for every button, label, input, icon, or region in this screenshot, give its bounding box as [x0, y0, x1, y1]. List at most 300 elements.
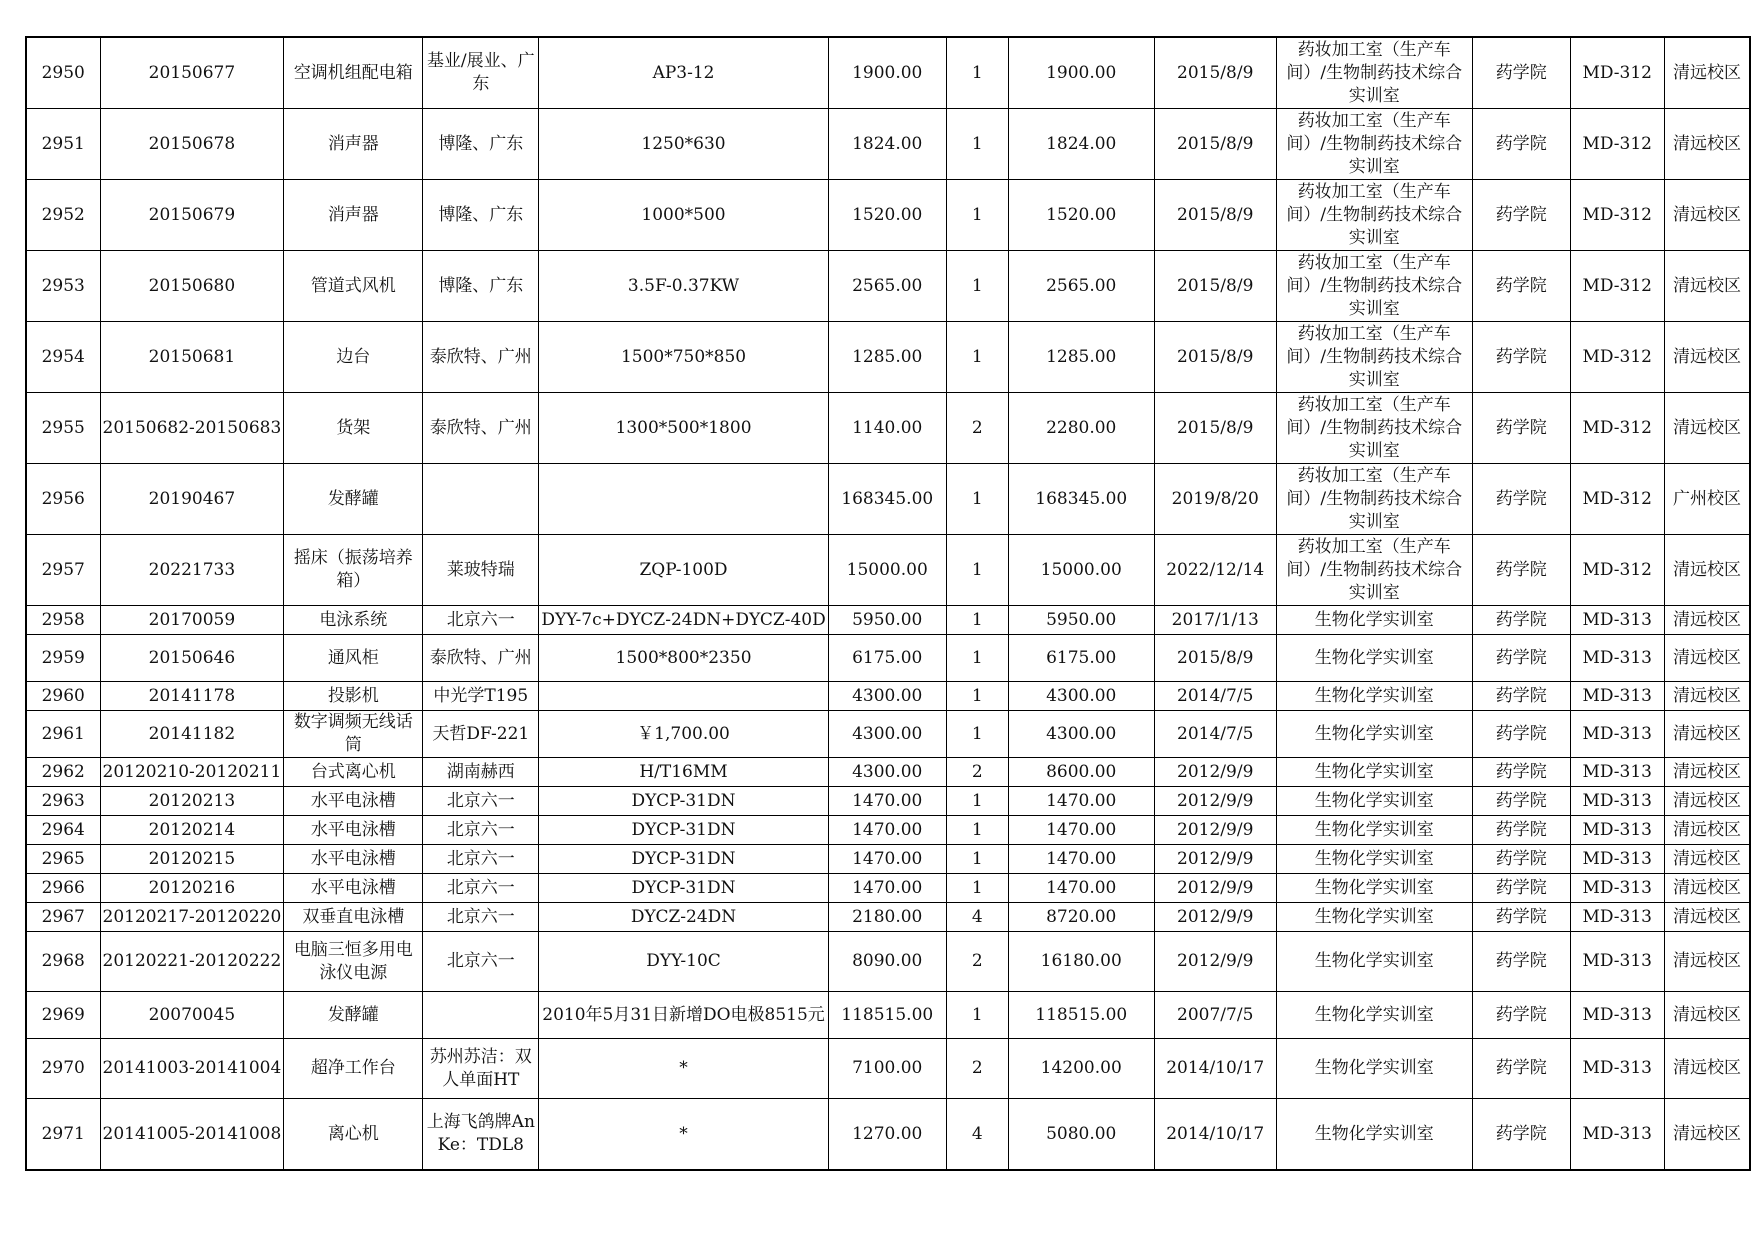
- unit-price-cell: 5950.00: [828, 606, 946, 635]
- campus-cell: 清远校区: [1664, 1099, 1750, 1171]
- item-name-cell: 水平电泳槽: [284, 787, 423, 816]
- department-cell: 药学院: [1472, 711, 1570, 758]
- table-row: [26, 816, 1750, 845]
- room-code-cell: MD-313: [1570, 1099, 1664, 1171]
- room-code-cell: MD-312: [1570, 393, 1664, 464]
- total-amount-cell: 168345.00: [1008, 464, 1154, 535]
- model-spec-cell: DYY-7c+DYCZ-24DN+DYCZ-40D: [539, 606, 828, 635]
- room-code-cell: MD-312: [1570, 109, 1664, 180]
- unit-price-cell: 1140.00: [828, 393, 946, 464]
- lab-room-cell: 生物化学实训室: [1276, 635, 1472, 682]
- department-cell: 药学院: [1472, 874, 1570, 903]
- department-cell: 药学院: [1472, 1099, 1570, 1171]
- unit-price-cell: 1900.00: [828, 37, 946, 109]
- row-number-cell: 2951: [26, 109, 100, 180]
- item-name-cell: 水平电泳槽: [284, 874, 423, 903]
- model-spec-cell: 1250*630: [539, 109, 828, 180]
- row-number-cell: 2955: [26, 393, 100, 464]
- unit-price-cell: 15000.00: [828, 535, 946, 606]
- brand-origin-cell: 莱玻特瑞: [423, 535, 539, 606]
- model-spec-cell: 1000*500: [539, 180, 828, 251]
- row-number-cell: 2971: [26, 1099, 100, 1171]
- quantity-cell: 1: [946, 816, 1008, 845]
- campus-cell: 广州校区: [1664, 464, 1750, 535]
- row-number-cell: 2952: [26, 180, 100, 251]
- quantity-cell: 1: [946, 682, 1008, 711]
- department-cell: 药学院: [1472, 37, 1570, 109]
- model-spec-cell: 1500*750*850: [539, 322, 828, 393]
- item-name-cell: 管道式风机: [284, 251, 423, 322]
- department-cell: 药学院: [1472, 251, 1570, 322]
- room-code-cell: MD-312: [1570, 251, 1664, 322]
- quantity-cell: 2: [946, 758, 1008, 787]
- quantity-cell: 1: [946, 874, 1008, 903]
- campus-cell: 清远校区: [1664, 845, 1750, 874]
- lab-room-cell: 药妆加工室（生产车间）/生物制药技术综合实训室: [1276, 393, 1472, 464]
- unit-price-cell: 2180.00: [828, 903, 946, 932]
- row-number-cell: 2960: [26, 682, 100, 711]
- row-number-cell: 2964: [26, 816, 100, 845]
- quantity-cell: 2: [946, 393, 1008, 464]
- asset-id-cell: 20141005-20141008: [100, 1099, 284, 1171]
- lab-room-cell: 生物化学实训室: [1276, 932, 1472, 992]
- asset-id-cell: 20150681: [100, 322, 284, 393]
- brand-origin-cell: 基业/展业、广东: [423, 37, 539, 109]
- purchase-date-cell: 2012/9/9: [1154, 787, 1276, 816]
- lab-room-cell: 药妆加工室（生产车间）/生物制药技术综合实训室: [1276, 180, 1472, 251]
- asset-id-cell: 20190467: [100, 464, 284, 535]
- purchase-date-cell: 2015/8/9: [1154, 37, 1276, 109]
- item-name-cell: 发酵罐: [284, 464, 423, 535]
- room-code-cell: MD-313: [1570, 606, 1664, 635]
- total-amount-cell: 1470.00: [1008, 874, 1154, 903]
- model-spec-cell: AP3-12: [539, 37, 828, 109]
- table-row: [26, 932, 1750, 992]
- quantity-cell: 1: [946, 37, 1008, 109]
- item-name-cell: 通风柜: [284, 635, 423, 682]
- department-cell: 药学院: [1472, 903, 1570, 932]
- purchase-date-cell: 2012/9/9: [1154, 932, 1276, 992]
- item-name-cell: 数字调频无线话筒: [284, 711, 423, 758]
- item-name-cell: 超净工作台: [284, 1039, 423, 1099]
- quantity-cell: 1: [946, 992, 1008, 1039]
- total-amount-cell: 1470.00: [1008, 845, 1154, 874]
- item-name-cell: 摇床（振荡培养箱）: [284, 535, 423, 606]
- quantity-cell: 4: [946, 903, 1008, 932]
- total-amount-cell: 6175.00: [1008, 635, 1154, 682]
- unit-price-cell: 1470.00: [828, 845, 946, 874]
- lab-room-cell: 药妆加工室（生产车间）/生物制药技术综合实训室: [1276, 535, 1472, 606]
- lab-room-cell: 生物化学实训室: [1276, 816, 1472, 845]
- item-name-cell: 发酵罐: [284, 992, 423, 1039]
- lab-room-cell: 生物化学实训室: [1276, 682, 1472, 711]
- purchase-date-cell: 2012/9/9: [1154, 816, 1276, 845]
- row-number-cell: 2958: [26, 606, 100, 635]
- department-cell: 药学院: [1472, 845, 1570, 874]
- quantity-cell: 1: [946, 109, 1008, 180]
- equipment-table: [25, 36, 1751, 1171]
- quantity-cell: 1: [946, 606, 1008, 635]
- asset-id-cell: 20150679: [100, 180, 284, 251]
- brand-origin-cell: 北京六一: [423, 787, 539, 816]
- purchase-date-cell: 2019/8/20: [1154, 464, 1276, 535]
- unit-price-cell: 118515.00: [828, 992, 946, 1039]
- item-name-cell: 离心机: [284, 1099, 423, 1171]
- row-number-cell: 2961: [26, 711, 100, 758]
- brand-origin-cell: [423, 992, 539, 1039]
- row-number-cell: 2966: [26, 874, 100, 903]
- purchase-date-cell: 2015/8/9: [1154, 393, 1276, 464]
- room-code-cell: MD-313: [1570, 787, 1664, 816]
- total-amount-cell: 16180.00: [1008, 932, 1154, 992]
- total-amount-cell: 1285.00: [1008, 322, 1154, 393]
- campus-cell: 清远校区: [1664, 251, 1750, 322]
- row-number-cell: 2965: [26, 845, 100, 874]
- purchase-date-cell: 2012/9/9: [1154, 874, 1276, 903]
- item-name-cell: 空调机组配电箱: [284, 37, 423, 109]
- item-name-cell: 水平电泳槽: [284, 816, 423, 845]
- model-spec-cell: [539, 682, 828, 711]
- model-spec-cell: H/T16MM: [539, 758, 828, 787]
- room-code-cell: MD-313: [1570, 874, 1664, 903]
- table-row: [26, 711, 1750, 758]
- item-name-cell: 台式离心机: [284, 758, 423, 787]
- quantity-cell: 1: [946, 251, 1008, 322]
- brand-origin-cell: 博隆、广东: [423, 109, 539, 180]
- campus-cell: 清远校区: [1664, 711, 1750, 758]
- purchase-date-cell: 2022/12/14: [1154, 535, 1276, 606]
- total-amount-cell: 5080.00: [1008, 1099, 1154, 1171]
- unit-price-cell: 1824.00: [828, 109, 946, 180]
- item-name-cell: 投影机: [284, 682, 423, 711]
- asset-id-cell: 20150646: [100, 635, 284, 682]
- asset-id-cell: 20170059: [100, 606, 284, 635]
- table-body: [26, 37, 1750, 1170]
- row-number-cell: 2968: [26, 932, 100, 992]
- lab-room-cell: 生物化学实训室: [1276, 758, 1472, 787]
- lab-room-cell: 药妆加工室（生产车间）/生物制药技术综合实训室: [1276, 109, 1472, 180]
- unit-price-cell: 4300.00: [828, 711, 946, 758]
- department-cell: 药学院: [1472, 635, 1570, 682]
- lab-room-cell: 生物化学实训室: [1276, 903, 1472, 932]
- total-amount-cell: 2280.00: [1008, 393, 1154, 464]
- brand-origin-cell: 上海飞鸽牌AnKe：TDL8: [423, 1099, 539, 1171]
- purchase-date-cell: 2015/8/9: [1154, 109, 1276, 180]
- campus-cell: 清远校区: [1664, 682, 1750, 711]
- table-row: [26, 903, 1750, 932]
- department-cell: 药学院: [1472, 464, 1570, 535]
- department-cell: 药学院: [1472, 393, 1570, 464]
- row-number-cell: 2956: [26, 464, 100, 535]
- brand-origin-cell: 天哲DF-221: [423, 711, 539, 758]
- item-name-cell: 电脑三恒多用电泳仪电源: [284, 932, 423, 992]
- asset-id-cell: 20120216: [100, 874, 284, 903]
- lab-room-cell: 生物化学实训室: [1276, 845, 1472, 874]
- department-cell: 药学院: [1472, 535, 1570, 606]
- row-number-cell: 2969: [26, 992, 100, 1039]
- quantity-cell: 2: [946, 1039, 1008, 1099]
- total-amount-cell: 4300.00: [1008, 711, 1154, 758]
- model-spec-cell: DYCZ-24DN: [539, 903, 828, 932]
- department-cell: 药学院: [1472, 787, 1570, 816]
- department-cell: 药学院: [1472, 682, 1570, 711]
- table-row: [26, 1099, 1750, 1171]
- purchase-date-cell: 2015/8/9: [1154, 322, 1276, 393]
- model-spec-cell: ZQP-100D: [539, 535, 828, 606]
- item-name-cell: 边台: [284, 322, 423, 393]
- model-spec-cell: DYCP-31DN: [539, 874, 828, 903]
- asset-id-cell: 20070045: [100, 992, 284, 1039]
- total-amount-cell: 5950.00: [1008, 606, 1154, 635]
- room-code-cell: MD-313: [1570, 903, 1664, 932]
- campus-cell: 清远校区: [1664, 606, 1750, 635]
- unit-price-cell: 1470.00: [828, 874, 946, 903]
- total-amount-cell: 118515.00: [1008, 992, 1154, 1039]
- table-row: [26, 251, 1750, 322]
- model-spec-cell: ￥1,700.00: [539, 711, 828, 758]
- total-amount-cell: 1470.00: [1008, 787, 1154, 816]
- table-row: [26, 606, 1750, 635]
- table-row: [26, 845, 1750, 874]
- department-cell: 药学院: [1472, 180, 1570, 251]
- brand-origin-cell: 北京六一: [423, 816, 539, 845]
- table-row: [26, 787, 1750, 816]
- lab-room-cell: 药妆加工室（生产车间）/生物制药技术综合实训室: [1276, 251, 1472, 322]
- purchase-date-cell: 2015/8/9: [1154, 635, 1276, 682]
- model-spec-cell: *: [539, 1099, 828, 1171]
- brand-origin-cell: 苏州苏洁：双人单面HT: [423, 1039, 539, 1099]
- asset-id-cell: 20150678: [100, 109, 284, 180]
- department-cell: 药学院: [1472, 606, 1570, 635]
- item-name-cell: 消声器: [284, 109, 423, 180]
- campus-cell: 清远校区: [1664, 758, 1750, 787]
- department-cell: 药学院: [1472, 109, 1570, 180]
- room-code-cell: MD-313: [1570, 682, 1664, 711]
- unit-price-cell: 2565.00: [828, 251, 946, 322]
- lab-room-cell: 药妆加工室（生产车间）/生物制药技术综合实训室: [1276, 322, 1472, 393]
- campus-cell: 清远校区: [1664, 903, 1750, 932]
- quantity-cell: 1: [946, 464, 1008, 535]
- purchase-date-cell: 2012/9/9: [1154, 845, 1276, 874]
- table-row: [26, 109, 1750, 180]
- quantity-cell: 1: [946, 845, 1008, 874]
- department-cell: 药学院: [1472, 992, 1570, 1039]
- room-code-cell: MD-313: [1570, 1039, 1664, 1099]
- unit-price-cell: 1285.00: [828, 322, 946, 393]
- purchase-date-cell: 2007/7/5: [1154, 992, 1276, 1039]
- total-amount-cell: 1900.00: [1008, 37, 1154, 109]
- room-code-cell: MD-312: [1570, 322, 1664, 393]
- item-name-cell: 双垂直电泳槽: [284, 903, 423, 932]
- lab-room-cell: 生物化学实训室: [1276, 1039, 1472, 1099]
- model-spec-cell: DYY-10C: [539, 932, 828, 992]
- total-amount-cell: 4300.00: [1008, 682, 1154, 711]
- item-name-cell: 货架: [284, 393, 423, 464]
- brand-origin-cell: 泰欣特、广州: [423, 393, 539, 464]
- department-cell: 药学院: [1472, 932, 1570, 992]
- brand-origin-cell: [423, 464, 539, 535]
- lab-room-cell: 生物化学实训室: [1276, 1099, 1472, 1171]
- total-amount-cell: 8600.00: [1008, 758, 1154, 787]
- department-cell: 药学院: [1472, 1039, 1570, 1099]
- table-row: [26, 874, 1750, 903]
- table-row: [26, 322, 1750, 393]
- purchase-date-cell: 2014/10/17: [1154, 1099, 1276, 1171]
- department-cell: 药学院: [1472, 816, 1570, 845]
- lab-room-cell: 生物化学实训室: [1276, 787, 1472, 816]
- quantity-cell: 1: [946, 787, 1008, 816]
- asset-id-cell: 20120214: [100, 816, 284, 845]
- lab-room-cell: 药妆加工室（生产车间）/生物制药技术综合实训室: [1276, 37, 1472, 109]
- asset-id-cell: 20150680: [100, 251, 284, 322]
- lab-room-cell: 生物化学实训室: [1276, 992, 1472, 1039]
- lab-room-cell: 生物化学实训室: [1276, 711, 1472, 758]
- total-amount-cell: 14200.00: [1008, 1039, 1154, 1099]
- room-code-cell: MD-313: [1570, 932, 1664, 992]
- row-number-cell: 2953: [26, 251, 100, 322]
- model-spec-cell: 2010年5月31日新增DO电极8515元: [539, 992, 828, 1039]
- brand-origin-cell: 博隆、广东: [423, 180, 539, 251]
- unit-price-cell: 8090.00: [828, 932, 946, 992]
- purchase-date-cell: 2014/10/17: [1154, 1039, 1276, 1099]
- table-row: [26, 535, 1750, 606]
- unit-price-cell: 168345.00: [828, 464, 946, 535]
- model-spec-cell: *: [539, 1039, 828, 1099]
- table-row: [26, 464, 1750, 535]
- total-amount-cell: 2565.00: [1008, 251, 1154, 322]
- brand-origin-cell: 湖南赫西: [423, 758, 539, 787]
- asset-id-cell: 20141182: [100, 711, 284, 758]
- row-number-cell: 2967: [26, 903, 100, 932]
- campus-cell: 清远校区: [1664, 992, 1750, 1039]
- campus-cell: 清远校区: [1664, 1039, 1750, 1099]
- total-amount-cell: 1824.00: [1008, 109, 1154, 180]
- quantity-cell: 1: [946, 711, 1008, 758]
- row-number-cell: 2957: [26, 535, 100, 606]
- item-name-cell: 消声器: [284, 180, 423, 251]
- total-amount-cell: 1470.00: [1008, 816, 1154, 845]
- brand-origin-cell: 北京六一: [423, 874, 539, 903]
- campus-cell: 清远校区: [1664, 874, 1750, 903]
- row-number-cell: 2950: [26, 37, 100, 109]
- campus-cell: 清远校区: [1664, 180, 1750, 251]
- campus-cell: 清远校区: [1664, 816, 1750, 845]
- unit-price-cell: 1470.00: [828, 816, 946, 845]
- room-code-cell: MD-313: [1570, 758, 1664, 787]
- room-code-cell: MD-313: [1570, 711, 1664, 758]
- model-spec-cell: 3.5F-0.37KW: [539, 251, 828, 322]
- department-cell: 药学院: [1472, 758, 1570, 787]
- room-code-cell: MD-313: [1570, 816, 1664, 845]
- unit-price-cell: 1520.00: [828, 180, 946, 251]
- room-code-cell: MD-312: [1570, 535, 1664, 606]
- unit-price-cell: 1470.00: [828, 787, 946, 816]
- asset-id-cell: 20221733: [100, 535, 284, 606]
- brand-origin-cell: 中光学T195: [423, 682, 539, 711]
- row-number-cell: 2959: [26, 635, 100, 682]
- asset-id-cell: 20141178: [100, 682, 284, 711]
- lab-room-cell: 药妆加工室（生产车间）/生物制药技术综合实训室: [1276, 464, 1472, 535]
- brand-origin-cell: 北京六一: [423, 903, 539, 932]
- room-code-cell: MD-313: [1570, 845, 1664, 874]
- model-spec-cell: 1300*500*1800: [539, 393, 828, 464]
- item-name-cell: 水平电泳槽: [284, 845, 423, 874]
- campus-cell: 清远校区: [1664, 787, 1750, 816]
- quantity-cell: 4: [946, 1099, 1008, 1171]
- table-row: [26, 682, 1750, 711]
- asset-id-cell: 20120221-20120222: [100, 932, 284, 992]
- table-row: [26, 992, 1750, 1039]
- unit-price-cell: 1270.00: [828, 1099, 946, 1171]
- quantity-cell: 2: [946, 932, 1008, 992]
- purchase-date-cell: 2015/8/9: [1154, 251, 1276, 322]
- row-number-cell: 2954: [26, 322, 100, 393]
- asset-id-cell: 20150677: [100, 37, 284, 109]
- unit-price-cell: 6175.00: [828, 635, 946, 682]
- purchase-date-cell: 2014/7/5: [1154, 682, 1276, 711]
- table-row: [26, 758, 1750, 787]
- total-amount-cell: 15000.00: [1008, 535, 1154, 606]
- campus-cell: 清远校区: [1664, 37, 1750, 109]
- unit-price-cell: 7100.00: [828, 1039, 946, 1099]
- brand-origin-cell: 泰欣特、广州: [423, 322, 539, 393]
- row-number-cell: 2970: [26, 1039, 100, 1099]
- item-name-cell: 电泳系统: [284, 606, 423, 635]
- asset-id-cell: 20150682-20150683: [100, 393, 284, 464]
- campus-cell: 清远校区: [1664, 932, 1750, 992]
- row-number-cell: 2963: [26, 787, 100, 816]
- quantity-cell: 1: [946, 322, 1008, 393]
- asset-id-cell: 20120217-20120220: [100, 903, 284, 932]
- asset-id-cell: 20120215: [100, 845, 284, 874]
- room-code-cell: MD-312: [1570, 464, 1664, 535]
- brand-origin-cell: 泰欣特、广州: [423, 635, 539, 682]
- department-cell: 药学院: [1472, 322, 1570, 393]
- asset-id-cell: 20120213: [100, 787, 284, 816]
- campus-cell: 清远校区: [1664, 535, 1750, 606]
- lab-room-cell: 生物化学实训室: [1276, 606, 1472, 635]
- row-number-cell: 2962: [26, 758, 100, 787]
- campus-cell: 清远校区: [1664, 393, 1750, 464]
- purchase-date-cell: 2017/1/13: [1154, 606, 1276, 635]
- brand-origin-cell: 博隆、广东: [423, 251, 539, 322]
- room-code-cell: MD-313: [1570, 635, 1664, 682]
- lab-room-cell: 生物化学实训室: [1276, 874, 1472, 903]
- model-spec-cell: 1500*800*2350: [539, 635, 828, 682]
- purchase-date-cell: 2015/8/9: [1154, 180, 1276, 251]
- total-amount-cell: 8720.00: [1008, 903, 1154, 932]
- campus-cell: 清远校区: [1664, 109, 1750, 180]
- table-row: [26, 393, 1750, 464]
- brand-origin-cell: 北京六一: [423, 845, 539, 874]
- purchase-date-cell: 2012/9/9: [1154, 758, 1276, 787]
- unit-price-cell: 4300.00: [828, 682, 946, 711]
- unit-price-cell: 4300.00: [828, 758, 946, 787]
- table-row: [26, 180, 1750, 251]
- brand-origin-cell: 北京六一: [423, 932, 539, 992]
- model-spec-cell: DYCP-31DN: [539, 787, 828, 816]
- table-row: [26, 1039, 1750, 1099]
- total-amount-cell: 1520.00: [1008, 180, 1154, 251]
- campus-cell: 清远校区: [1664, 322, 1750, 393]
- campus-cell: 清远校区: [1664, 635, 1750, 682]
- room-code-cell: MD-312: [1570, 180, 1664, 251]
- model-spec-cell: DYCP-31DN: [539, 845, 828, 874]
- room-code-cell: MD-312: [1570, 37, 1664, 109]
- asset-id-cell: 20120210-20120211: [100, 758, 284, 787]
- table-row: [26, 635, 1750, 682]
- purchase-date-cell: 2014/7/5: [1154, 711, 1276, 758]
